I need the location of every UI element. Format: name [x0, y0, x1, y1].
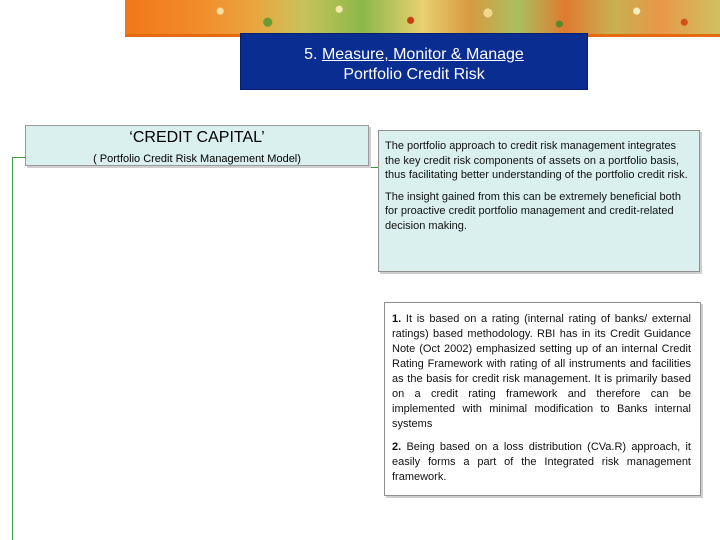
credit-capital-title: ‘CREDIT CAPITAL’ [129, 129, 265, 146]
credit-capital-subtitle: ( Portfolio Credit Risk Management Model) [93, 153, 301, 165]
credit-capital-box [25, 125, 369, 166]
point-1-text: It is based on a rating (internal rating of banks/ external ratings) based methodology. RBI has in its Credit Guidance Note (Oct 2002) emphasized setting up of an internal Credit Rating Framework with rating of all instruments and facilities as the basis for credit risk management. It is primarily based on a credit rating framework and therefore can be implemented with minimal modification to Banks internal systems [392, 313, 691, 430]
tree-connector-horizontal [12, 157, 26, 158]
point-2-number: 2. [392, 441, 402, 453]
slide-title-line2: Portfolio Credit Risk [343, 66, 485, 83]
description-paragraph-2: The insight gained from this can be extremely beneficial both for proactive credit portfolio management and credit-related decision making. [385, 190, 681, 232]
point-1 [392, 312, 691, 432]
banner-texture [125, 0, 720, 37]
slide-title-box [240, 33, 588, 90]
title-prefix: 5. [304, 46, 322, 63]
box-connector-vertical [370, 157, 371, 167]
point-1-number: 1. [392, 313, 402, 325]
tree-connector-vertical [12, 157, 13, 540]
point-2 [392, 440, 691, 485]
description-box [378, 130, 700, 272]
key-points-box [384, 302, 701, 496]
title-underlined: Measure, Monitor & Manage [321, 46, 524, 63]
decorative-banner [125, 0, 720, 37]
slide-title-line1 [241, 45, 587, 65]
point-2-text: Being based on a loss distribution (CVa.R) approach, it easily forms a part of the Integrated risk management framework. [392, 441, 691, 483]
description-paragraph-1: The portfolio approach to credit risk management integrates the key credit risk components of assets on a portfolio basis, thus facilitating better understanding of the portfolio credit risk. [385, 140, 688, 181]
